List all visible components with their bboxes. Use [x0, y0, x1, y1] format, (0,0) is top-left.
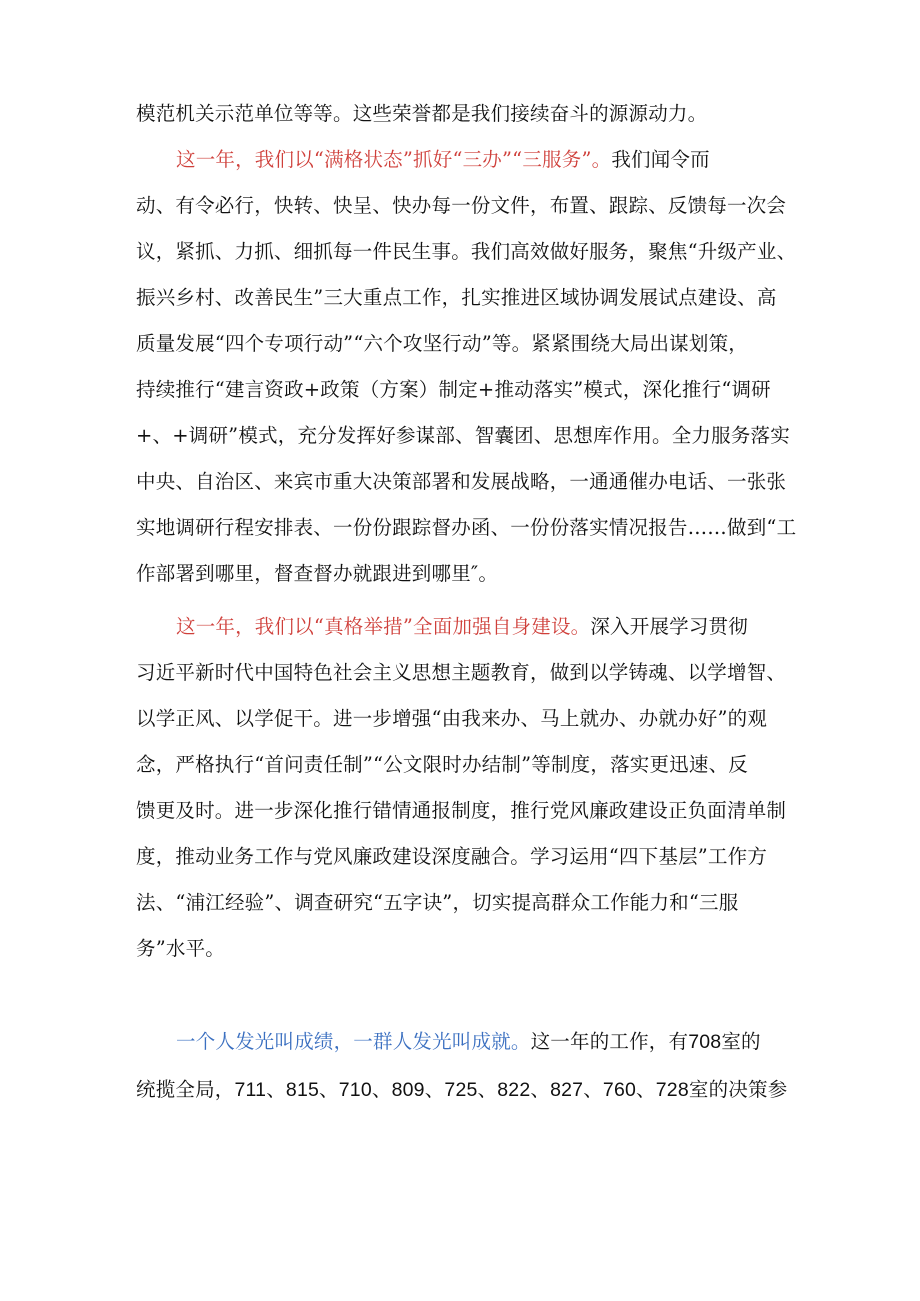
- paragraph-3-line-1: 一个人发光叫成绩，一群人发光叫成就。这一年的工作，有708室的: [176, 1030, 761, 1053]
- paragraph-2-line-4: 念，严格执行“首问责任制”“公文限时办结制”等制度，落实更迅速、反: [136, 753, 748, 776]
- paragraph-1-line-10: 作部署到哪里，督查督办就跟进到哪里″。: [136, 562, 499, 585]
- paragraph-1-line-2: 动、有令必行，快转、快呈、快办每一份文件，布置、跟踪、反馈每一次会: [136, 194, 787, 217]
- paragraph-1-heading: 这一年，我们以“满格状态”抓好“三办”“三服务”。: [176, 148, 612, 171]
- paragraph-1-line-5: 质量发展“四个专项行动”“六个攻坚行动”等。紧紧围绕大局出谋划策，: [136, 332, 748, 355]
- paragraph-1-line-3: 议，紧抓、力抓、细抓每一件民生事。我们高效做好服务，聚焦“升级产业、: [136, 240, 797, 263]
- paragraph-2-line-5: 馈更及时。进一步深化推行错情通报制度，推行党风廉政建设正负面清单制: [136, 799, 787, 822]
- paragraph-2-line-8: 务”水平。: [136, 937, 225, 960]
- paragraph-2-heading: 这一年，我们以“真格举措”全面加强自身建设。: [176, 615, 591, 638]
- paragraph-1-line-6: 持续推行“建言资政+政策（方案）制定+推动落实”模式，深化推行“调研: [136, 378, 771, 401]
- paragraph-1-line-7: +、+调研”模式，充分发挥好参谋部、智囊团、思想库作用。全力服务落实: [136, 424, 790, 447]
- paragraph-2-line-7: 法、“浦江经验”、调查研究“五字诀”，切实提高群众工作能力和“三服: [136, 891, 739, 914]
- paragraph-2-line-2: 习近平新时代中国特色社会主义思想主题教育，做到以学铸魂、以学增智、: [136, 661, 787, 684]
- paragraph-0-line-1: 模范机关示范单位等等。这些荣誉都是我们接续奋斗的源源动力。: [136, 102, 708, 125]
- paragraph-2-line-1: 这一年，我们以“真格举措”全面加强自身建设。深入开展学习贯彻: [176, 615, 748, 638]
- paragraph-3-heading: 一个人发光叫成绩，一群人发光叫成就。: [176, 1030, 531, 1053]
- paragraph-1-line-9: 实地调研行程安排表、一份份跟踪督办函、一份份落实情况报告……做到“工: [136, 516, 797, 539]
- paragraph-1-line-8: 中央、自治区、来宾市重大决策部署和发展战略，一通通催办电话、一张张: [136, 470, 787, 493]
- paragraph-2-line-3: 以学正风、以学促干。进一步增强“由我来办、马上就办、办就办好”的观: [136, 707, 768, 730]
- paragraph-1-line-4: 振兴乡村、改善民生”三大重点工作，扎实推进区域协调发展试点建设、高: [136, 286, 777, 309]
- paragraph-3-line-2: 统揽全局，711、815、710、809、725、822、827、760、728室的决策参: [136, 1078, 788, 1101]
- paragraph-1-line-1: 这一年，我们以“满格状态”抓好“三办”“三服务”。我们闻令而: [176, 148, 710, 171]
- paragraph-2-line-6: 度，推动业务工作与党风廉政建设深度融合。学习运用“四下基层”工作方: [136, 845, 768, 868]
